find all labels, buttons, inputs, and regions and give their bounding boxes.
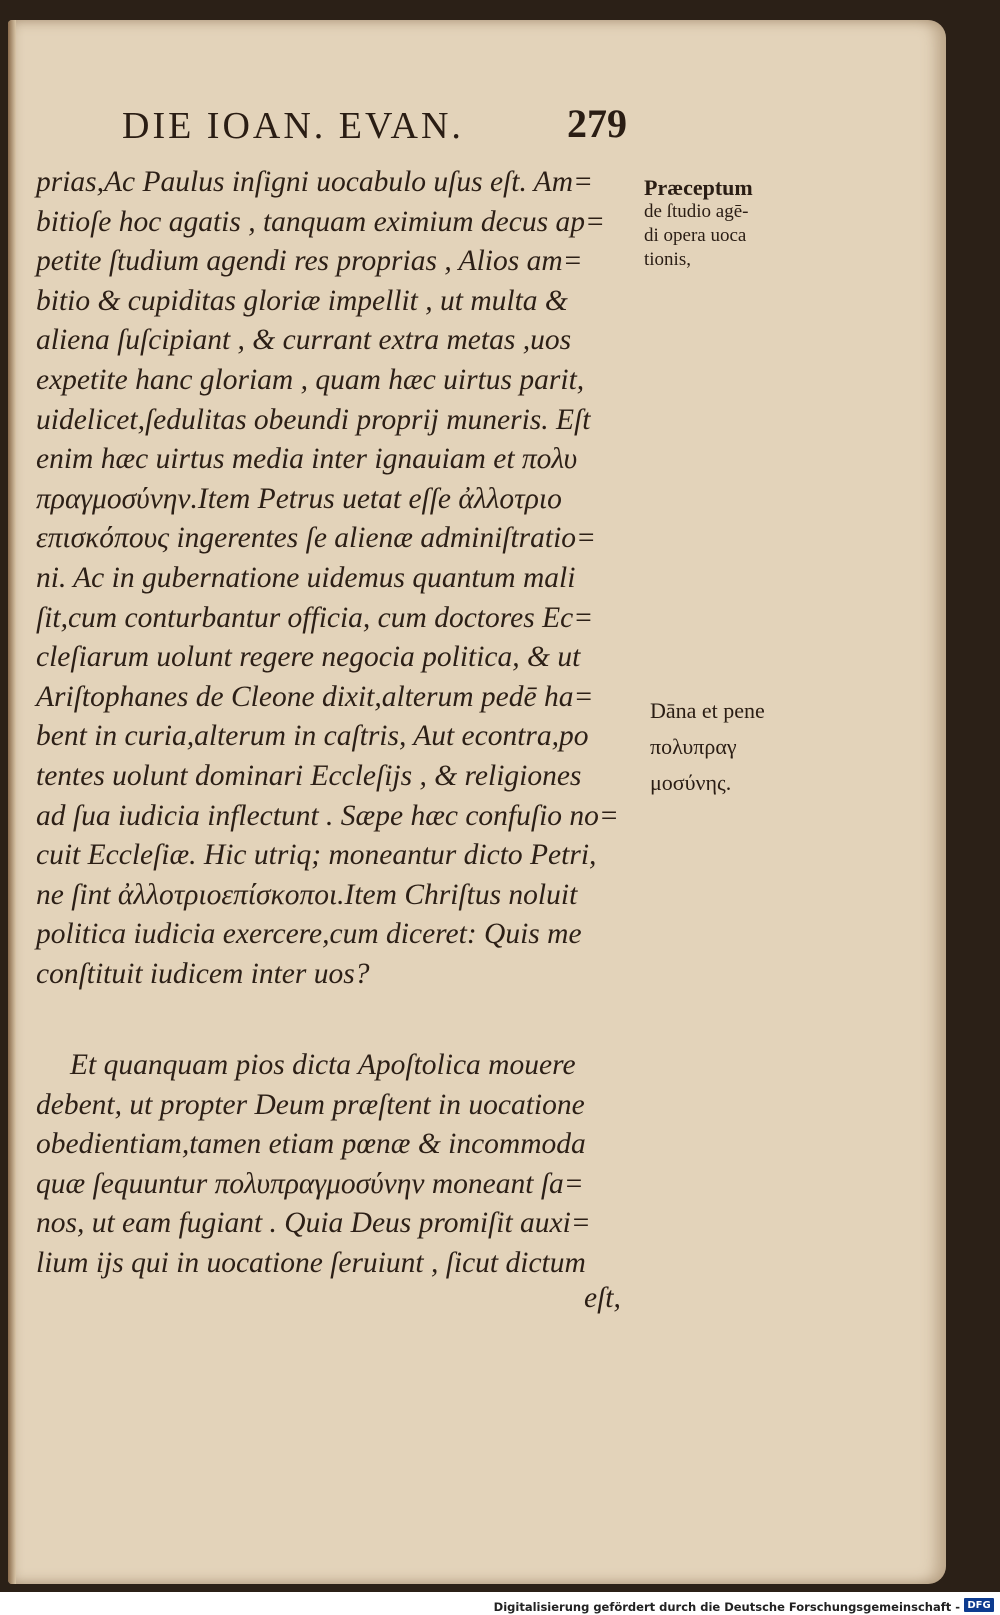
text-line: nos, ut eam fugiant . Quia Deus promiſit auxi= [36,1207,591,1240]
marginal-note-line: μοσύνης. [650,770,732,795]
text-line: debent, ut propter Deum præſtent in uocatione [36,1088,585,1121]
marginal-note-line: de ſtudio agē- [644,201,749,222]
page-number: 279 [567,101,627,146]
text-line: petite ſtudium agendi res proprias , Alios am= [36,245,583,278]
text-line: lium ijs qui in uocatione ſeruiunt , ſicut dictum [36,1246,586,1279]
text-line: ni. Ac in gubernatione uidemus quantum mali [36,561,576,594]
marginal-note-line: πολυπραγ [650,734,737,759]
marginal-note [650,693,765,801]
text-line: conſtituit iudicem inter uos? [36,957,370,990]
text-line: επισκόπους ingerentes ſe alienæ adminiſtratio= [36,522,596,555]
marginal-note-line: Dāna et pene [650,698,765,723]
text-line: bent in curia,alterum in caſtris, Aut econtra,po [36,720,589,753]
text-line: expetite hanc gloriam , quam hæc uirtus parit, [36,363,585,396]
text-line: tentes uolunt dominari Eccleſijs , & religiones [36,759,582,792]
text-line: uidelicet,ſedulitas obeundi proprij muneris. Eſt [36,403,591,436]
text-line: Ariſtophanes de Cleone dixit,alterum pedē ha= [36,680,594,713]
marginal-note-line: di opera uoca [644,225,747,246]
text-line: πραγμοσύνην.Item Petrus uetat eſſe ἀλλοτριο [36,482,562,515]
funding-credit: Digitalisierung gefördert durch die Deutsche Forschungsgemeinschaft - [493,1600,960,1614]
body-paragraph-2 [36,1046,648,1284]
running-head: DIE IOAN. EVAN. [122,105,464,147]
marginal-note-line: tionis, [644,249,691,270]
marginal-note-line: Præceptum [644,175,753,200]
text-line: politica iudicia exercere,cum diceret: Quis me [36,918,582,951]
text-line: ad ſua iudicia inflectunt . Sæpe hæc confuſio no= [36,799,619,832]
text-line: cuit Eccleſiæ. Hic utriq; moneantur dicto Petri, [36,839,597,872]
text-line: prias,Ac Paulus inſigni uocabulo uſus eſt. Am= [36,166,593,198]
marginal-note [644,176,753,272]
text-line: cleſiarum uolunt regere negocia politica, & ut [36,641,581,674]
text-line: bitio & cupiditas gloriæ impellit , ut multa & [36,284,568,317]
dfg-logo: DFG [964,1598,994,1612]
text-line: ne ſint ἀλλοτριοεπίσκοποι.Item Chriſtus noluit [36,878,578,911]
catchword: eſt, [584,1282,621,1314]
text-line: ſit,cum conturbantur officia, cum doctores Ec= [36,601,594,634]
text-line: quæ ſequuntur πολυπραγμοσύνην moneant ſa= [36,1167,584,1200]
text-line: Et quanquam pios dicta Apoſtolica mouere [70,1049,576,1081]
text-line: aliena ſuſcipiant , & currant extra metas ,uos [36,324,572,357]
text-line: enim hæc uirtus media inter ignauiam et πολυ [36,443,578,476]
text-line: bitioſe hoc agatis , tanquam eximium decus ap= [36,205,605,238]
text-line: obedientiam,tamen etiam pœnæ & incommoda [36,1128,586,1161]
body-paragraph-1 [36,163,648,994]
